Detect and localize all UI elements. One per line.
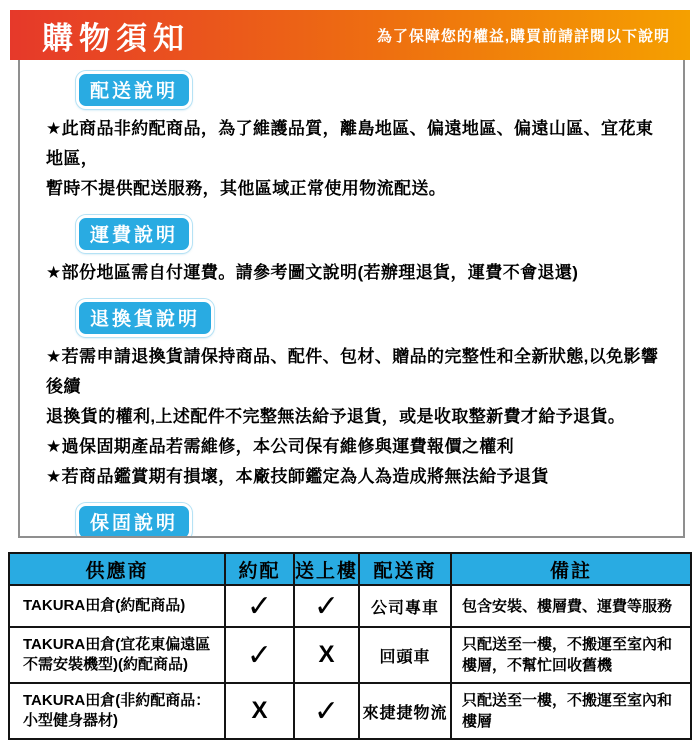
section-lines	[46, 114, 665, 204]
column-header: 供應商	[9, 553, 225, 585]
column-header: 約配	[225, 553, 294, 585]
notice-box	[18, 56, 685, 538]
notice-section	[46, 292, 665, 492]
carrier-cell: 公司專車	[359, 585, 451, 627]
section-lines	[46, 342, 665, 492]
section-label: 退換貨說明	[76, 299, 214, 337]
section-label: 配送說明	[76, 71, 192, 109]
table-row	[9, 585, 691, 627]
section-line: ★此商品非約配商品，為了維護品質，離島地區、偏遠地區、偏遠山區、宜花東地區，	[46, 119, 654, 168]
check-mark: ✓	[294, 585, 359, 627]
delivery-table	[8, 552, 692, 740]
page-title: 購物須知	[42, 20, 190, 56]
note-cell: 包含安裝、樓層費、運費等服務	[451, 585, 691, 627]
header-subtitle: 為了保障您的權益,購買前請詳閱以下說明	[376, 27, 670, 45]
notice-sections	[46, 64, 665, 538]
section-label: 保固說明	[76, 503, 192, 538]
cross-mark: X	[294, 627, 359, 683]
supplier-cell: TAKURA田倉(宜花東偏遠區不需安裝機型)(約配商品)	[9, 627, 225, 683]
column-header: 配送商	[359, 553, 451, 585]
table-row	[9, 683, 691, 739]
section-line: ★若商品鑑賞期有損壞，本廠技師鑑定為人為造成將無法給予退貨	[46, 467, 549, 486]
table-header-row	[9, 553, 691, 585]
section-line: 暫時不提供配送服務，其他區域正常使用物流配送。	[46, 179, 447, 198]
section-line: ★過保固期產品若需維修，本公司保有維修與運費報價之權利	[46, 437, 515, 456]
cross-mark: X	[225, 683, 294, 739]
notice-section	[46, 496, 665, 538]
header-band	[10, 10, 690, 60]
table-row	[9, 627, 691, 683]
carrier-cell: 來捷捷物流	[359, 683, 451, 739]
note-cell: 只配送至一樓，不搬運至室內和樓層	[451, 683, 691, 739]
section-line: 退換貨的權利,上述配件不完整無法給予退貨，或是收取整新費才給予退貨。	[46, 407, 626, 426]
section-lines	[46, 258, 665, 288]
supplier-cell: TAKURA田倉(約配商品)	[9, 585, 225, 627]
section-label: 運費說明	[76, 215, 192, 253]
notice-section	[46, 64, 665, 204]
supplier-cell: TAKURA田倉(非約配商品：小型健身器材)	[9, 683, 225, 739]
note-cell: 只配送至一樓，不搬運至室內和樓層，不幫忙回收舊機	[451, 627, 691, 683]
notice-section	[46, 208, 665, 288]
check-mark: ✓	[294, 683, 359, 739]
check-mark: ✓	[225, 627, 294, 683]
check-mark: ✓	[225, 585, 294, 627]
section-line: ★部份地區需自付運費。請參考圖文說明(若辦理退貨，運費不會退還)	[46, 263, 579, 282]
column-header: 送上樓	[294, 553, 359, 585]
section-line: ★若需申請退換貨請保持商品、配件、包材、贈品的完整性和全新狀態,以免影響後續	[46, 347, 659, 396]
column-header: 備註	[451, 553, 691, 585]
carrier-cell: 回頭車	[359, 627, 451, 683]
